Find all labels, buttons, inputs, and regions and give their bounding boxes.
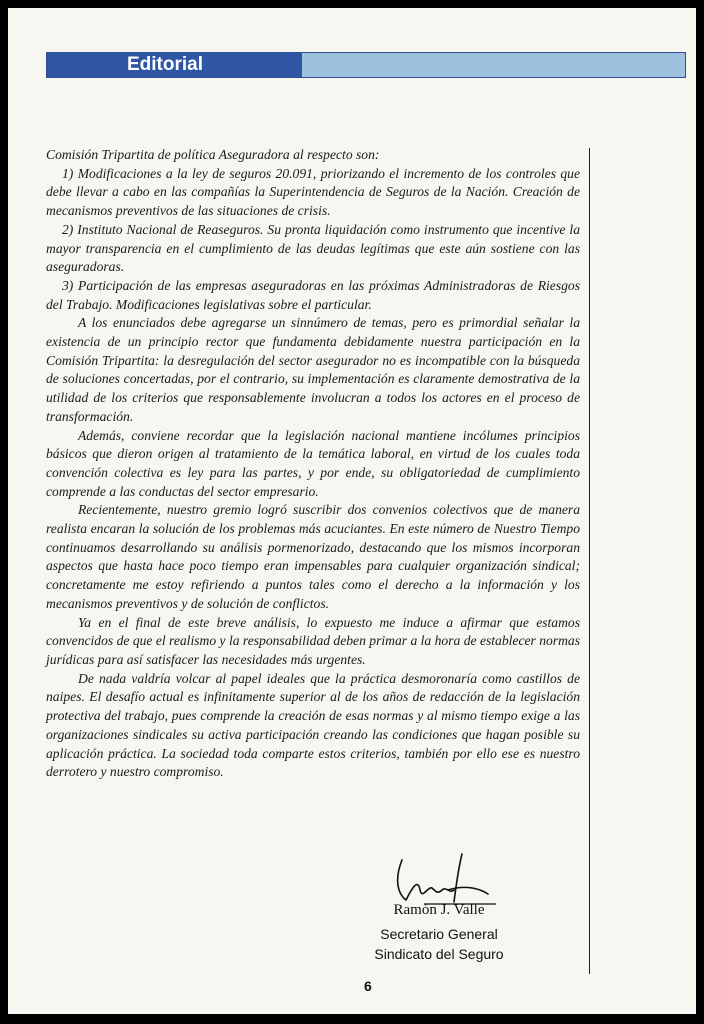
column-rule <box>589 148 590 974</box>
paragraph-intro: Comisión Tripartita de política Aseguradora al respecto son: <box>46 147 380 162</box>
section-header-bar <box>46 52 686 78</box>
paragraph-item-3: 3) Participación de las empresas aseguradoras en las próximas Administradoras de Riesgos del Trabajo. Modificaciones legislativas sobre el particular. <box>46 277 580 312</box>
document-page <box>8 8 696 1014</box>
signature-name: Ramón J. Valle <box>393 902 485 918</box>
editorial-body <box>46 146 580 782</box>
paragraph-item-2: 2) Instituto Nacional de Reaseguros. Su pronta liquidación como instrumento que incentive la mayor transparencia en el cumplimiento de las deudas legítimas que este aún sostiene con las aseguradoras. <box>46 221 580 275</box>
page-number: 6 <box>364 978 372 994</box>
signature-organization: Sindicato del Seguro <box>374 946 504 962</box>
paragraph: Ya en el final de este breve análisis, lo expuesto me induce a afirmar que estamos convencidos de que el realismo y la responsabilidad deben primar a la hora de establecer normas jurídicas para así satisfacer las necesidades más urgentes. <box>46 614 580 667</box>
paragraph: De nada valdría volcar al papel ideales que la práctica desmoronaría como castillos de naipes. El desafío actual es infinitamente superior al de los años de redacción de la legislación protectiva del trabajo, pues comprende la creación de esas normas y al mismo tiempo exige a las organizaciones sindicales su activa participación creando las condiciones que hagan posible su aplicación práctica. La sociedad toda comparte estos criterios, también por ello ese es nuestro derrotero y nuestro compromiso. <box>46 670 580 780</box>
handwritten-signature <box>384 850 504 910</box>
paragraph: A los enunciados debe agregarse un sinnúmero de temas, pero es primordial señalar la existencia de un principio rector que fundamenta debidamente nuestra participación en la Comisión Tripartita: la desregulación del sector asegurador no es incompatible con la búsqueda de soluciones concertadas, por el contrario, su implementación es claramente demostrativa de la utilidad de los criterios que responsablemente involucran a todos los actores en el proceso de transformación. <box>46 315 580 424</box>
section-label: Editorial <box>47 53 302 77</box>
paragraph-item-1: 1) Modificaciones a la ley de seguros 20.091, priorizando el incremento de los controles que debe llevar a cabo en las compañías la Superintendencia de Seguros de la Nación. Creación de mecanismos preventivos de las situaciones de crisis. <box>46 165 580 219</box>
paragraph: Recientemente, nuestro gremio logró suscribir dos convenios colectivos que de manera realista encaran la solución de los problemas más acuciantes. En este número de Nuestro Tiempo continuamos desarrollando su análisis pormenorizado, destacando que los mismos incorporan aspectos que hasta hace poco tiempo eran impensables para cualquier organización sindical; concretamente me estoy refiriendo a puntos tales como el derecho a la información y los mecanismos preventivos y de solución de conflictos. <box>46 502 580 611</box>
signature-title: Secretario General <box>380 926 498 942</box>
paragraph: Además, conviene recordar que la legislación nacional mantiene incólumes principios básicos que dieron origen al tratamiento de la temática laboral, en virtud de los cuales toda convención colectiva es ley para las partes, y por ende, su obligatoriedad de cumplimiento comprende a las conductas del sector empresario. <box>46 427 580 499</box>
